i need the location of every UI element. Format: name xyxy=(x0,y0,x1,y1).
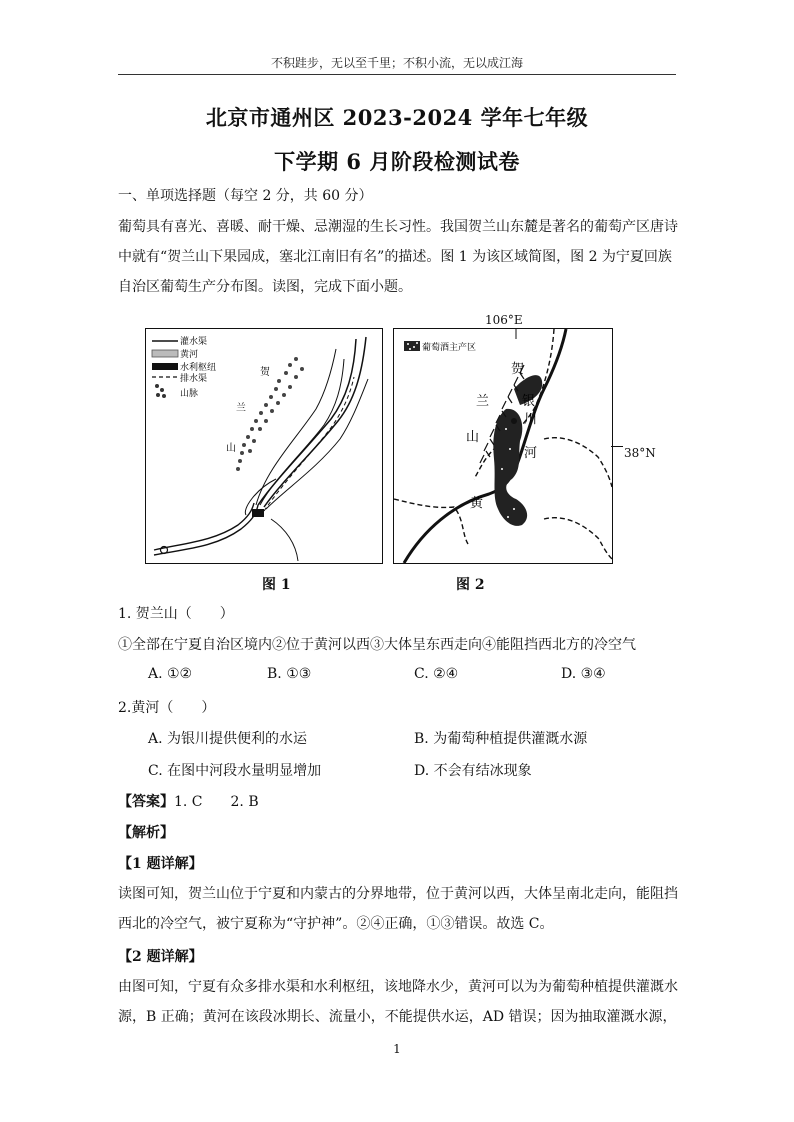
q1-option-b: B. ①③ xyxy=(267,666,312,682)
header-divider xyxy=(118,74,676,75)
fig2-latitude-tick xyxy=(611,446,623,447)
fig2-production-area-south xyxy=(493,409,527,526)
fig2-yellow-river xyxy=(404,329,566,563)
q2-option-c: C. 在图中河段水量明显增加 xyxy=(148,763,322,779)
fig1-hub-marker xyxy=(252,509,264,517)
fig2-mountain-char-2: 兰 xyxy=(476,394,490,409)
fig2-yinchuan-marker xyxy=(511,418,517,424)
page-header-motto: 不积跬步，无以至千里；不积小流，无以成江海 xyxy=(270,56,523,70)
q1-option-a: A. ①② xyxy=(148,666,193,682)
legend-mountain-label: 山脉 xyxy=(180,389,199,399)
legend-hub-label: 水利枢纽 xyxy=(180,363,217,373)
answer-line xyxy=(118,791,259,811)
legend-drain-label: 排水渠 xyxy=(180,374,208,384)
fig2-mountain-char-1: 贺 xyxy=(511,362,525,377)
figure-1-svg xyxy=(146,329,382,563)
document-title-line1: 北京市通州区 2023-2024 学年七年级 xyxy=(205,105,589,130)
question-1-statements: ①全部在宁夏自治区境内②位于黄河以西③大体呈东西走向④能阻挡西北方的冷空气 xyxy=(118,637,636,653)
fig2-river-char-1: 河 xyxy=(524,446,538,461)
analysis-label: 【解析】 xyxy=(118,825,174,841)
figure-2-map xyxy=(393,328,613,564)
page-number: 1 xyxy=(393,1042,401,1056)
fig2-city-char-1: 银 xyxy=(522,394,536,409)
legend-river-label: 黄河 xyxy=(180,350,199,360)
detail-2-label: 【2 题详解】 xyxy=(118,949,203,965)
detail-1-text: 读图可知，贺兰山位于宁夏和内蒙古的分界地带，位于黄河以西，大体呈南北走向，能阻挡西北的冷空气，被宁夏称为“守护神”。②④正确，①③错误。故选 C。 xyxy=(118,886,678,932)
q2-option-b: B. 为葡萄种植提供灌溉水源 xyxy=(414,731,588,747)
figure-1-legend xyxy=(152,335,216,399)
fig2-longitude-label: 106°E xyxy=(485,313,523,327)
answer-text: 1. C 2. B xyxy=(174,794,259,810)
question-1-stem: 1. 贺兰山（ ） xyxy=(118,606,234,622)
fig1-mountain-char-2: 兰 xyxy=(236,403,246,414)
answer-label: 【答案】 xyxy=(118,794,174,810)
detail-1-label: 【1 题详解】 xyxy=(118,856,203,872)
fig1-mountain-char-1: 贺 xyxy=(260,367,270,378)
fig2-legend-label: 葡萄酒主产区 xyxy=(422,343,477,353)
figure-1-caption: 图 1 xyxy=(262,577,291,593)
figure-2-caption: 图 2 xyxy=(456,577,485,593)
fig1-mountain-char-3: 山 xyxy=(226,443,236,454)
detail-2-text: 由图可知，宁夏有众多排水渠和水利枢纽，该地降水少，黄河可以为为葡萄种植提供灌溉水源，B 正确；黄河在该段冰期长、流量小，不能提供水运，AD 错误；因为抽取灌溉水源， xyxy=(118,979,678,1025)
figure-1-map xyxy=(145,328,383,564)
q1-option-c: C. ②④ xyxy=(414,666,459,682)
legend-canal-label: 灌水渠 xyxy=(180,337,208,347)
document-title-line2: 下学期 6 月阶段检测试卷 xyxy=(274,149,520,174)
intro-paragraph: 葡萄具有喜光、喜暖、耐干燥、忌潮湿的生长习性。我国贺兰山东麓是著名的葡萄产区唐诗中就有“贺兰山下果园成，塞北江南旧有名”的描述。图 1 为该区域简图，图 2 为宁夏回族自治区葡萄生产分布图。读图，完成下面小题。 xyxy=(118,219,678,295)
q1-option-d: D. ③④ xyxy=(561,666,606,682)
section-heading: 一、单项选择题（每空 2 分，共 60 分） xyxy=(118,188,373,204)
fig2-latitude-label: 38°N xyxy=(624,446,656,460)
figure-2-svg xyxy=(394,329,612,563)
fig2-river-char-2: 黄 xyxy=(470,496,484,511)
q2-option-d: D. 不会有结冰现象 xyxy=(414,763,532,779)
question-2-stem: 2.黄河（ ） xyxy=(118,700,216,716)
figure-1-mountain-range xyxy=(236,357,304,471)
fig2-mountain-char-3: 山 xyxy=(466,430,480,445)
fig2-city-char-2: 川 xyxy=(524,412,538,427)
q2-option-a: A. 为银川提供便利的水运 xyxy=(148,731,308,747)
